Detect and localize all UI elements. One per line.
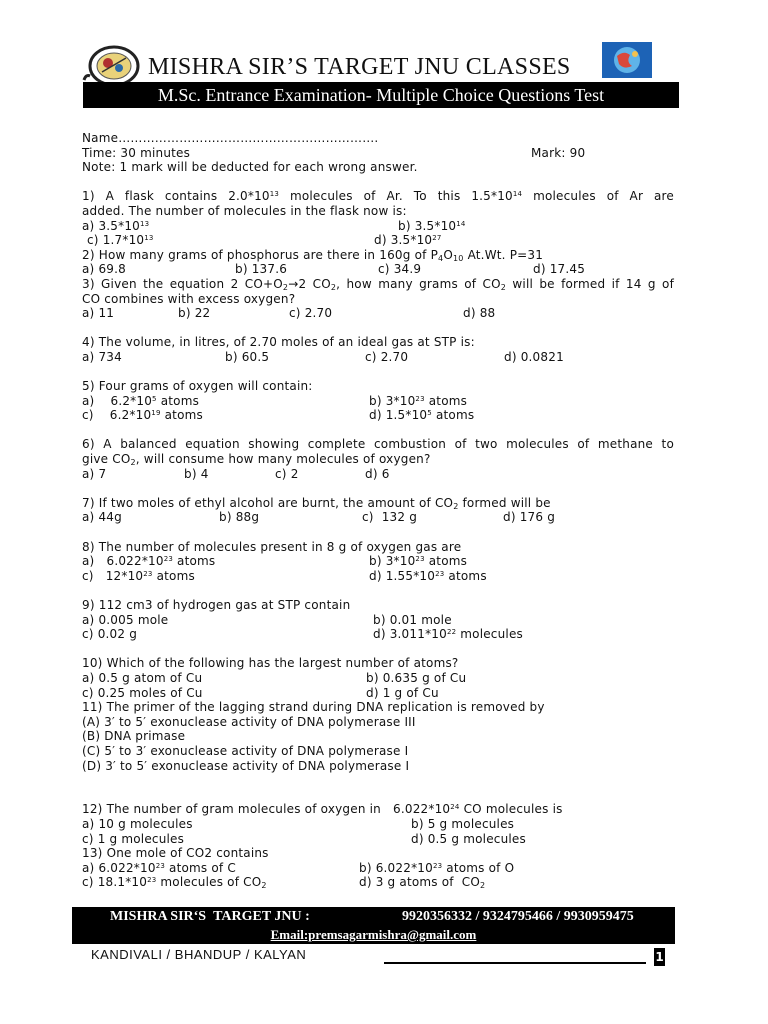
- option-d: d) $1.5*10^5$ atoms: [369, 408, 475, 423]
- option-c: c) $6.2*10^{19}$ atoms: [82, 408, 203, 423]
- question-2-text: 2) How many grams of phosphorus are there in 160g of $P_4O_{10}$ At.Wt. P=31: [82, 247, 544, 263]
- option-c: c) 132 g: [362, 510, 418, 525]
- question-10-options-cd: [82, 686, 674, 701]
- info-note: [82, 160, 674, 175]
- option-d: d) 88: [463, 306, 496, 321]
- option-d: d) 3 g atoms of $CO_2$: [359, 875, 486, 891]
- question-11-text: 11) The primer of the lagging strand during DNA replication is removed by: [82, 700, 545, 715]
- question-12-options-cd: [82, 832, 674, 847]
- option-b: b) $3.5*10^{14}$: [398, 218, 466, 233]
- option-b: b) $6.022*10^{23}$ atoms of O: [359, 860, 515, 875]
- option-d: d) 0.5 g molecules: [411, 831, 526, 846]
- option-c: c) 2: [275, 466, 299, 481]
- time-label: Time: 30 minutes: [82, 145, 191, 160]
- page-title: MISHRA SIR’S TARGET JNU CLASSES: [148, 54, 571, 80]
- option-c: c) $12*10^{23}$ atoms: [82, 568, 195, 583]
- info-time-mark: [82, 146, 674, 161]
- option-d: d) 176 g: [503, 510, 556, 525]
- option-c: c) 2.70: [289, 306, 333, 321]
- question-5-text: 5) Four grams of oxygen will contain:: [82, 379, 313, 394]
- question-10-text: 10) Which of the following has the largest number of atoms?: [82, 656, 459, 671]
- question-8-options-ab: [82, 554, 674, 569]
- option-c: c) 2.70: [365, 349, 409, 364]
- question-3-text: 3) Given the equation 2 $CO+O_2\to 2$ $CO_2$, how many grams of $CO_2$ will be formed if 14 g of: [82, 276, 675, 292]
- option-a: a) 0.5 g atom of Cu: [82, 670, 203, 685]
- option-b: b) 4: [184, 466, 209, 481]
- footer-email-row: [72, 927, 675, 943]
- question-13-options-ab: [82, 861, 674, 876]
- option-b: b) 88g: [219, 510, 260, 525]
- option-a: a) 69.8: [82, 262, 126, 277]
- page-number: 1: [655, 950, 664, 964]
- option-d: d) 0.0821: [504, 349, 564, 364]
- question-3-options: [82, 306, 674, 321]
- option-a: a) 44g: [82, 510, 122, 525]
- footer-phones: 9920356332 / 9324795466 / 9930959475: [402, 909, 634, 924]
- question-6-options: [82, 467, 674, 482]
- option-b: b) $3*10^{23}$ atoms: [369, 554, 468, 569]
- question-12-options-ab: [82, 817, 674, 832]
- note-text: Note: 1 mark will be deducted for each wrong answer.: [82, 160, 418, 175]
- footer-email[interactable]: Email:premsagarmishra@gmail.com: [270, 927, 477, 942]
- question-1-options-cd: [82, 233, 674, 248]
- question-8-options-cd: [82, 569, 674, 584]
- question-9-options-ab: [82, 613, 674, 628]
- option-a: a) 7: [82, 466, 107, 481]
- question-6-text: 6) A balanced equation showing complete combustion of two molecules of methane to: [82, 437, 674, 452]
- globe-emblem-icon: [602, 42, 652, 78]
- question-13-text: 13) One mole of CO2 contains: [82, 846, 269, 861]
- option-c: c) 0.25 moles of Cu: [82, 685, 203, 700]
- footer-bar: [72, 907, 675, 944]
- question-11-option-a: (A) 3′ to 5′ exonuclease activity of DNA polymerase III: [82, 714, 416, 729]
- question-sheet: [82, 131, 674, 890]
- subtitle-bar: M.Sc. Entrance Examination- Multiple Choice Questions Test: [83, 82, 679, 108]
- option-c: c) $18.1*10^{23}$ molecules of $CO_2$: [82, 875, 267, 891]
- question-8-text: 8) The number of molecules present in 8 g of oxygen gas are: [82, 539, 462, 554]
- option-a: a) 0.005 mole: [82, 612, 169, 627]
- question-1-text-cont: added. The number of molecules in the flask now is:: [82, 203, 407, 218]
- option-d: d) $3.5*10^{27}$: [374, 233, 442, 248]
- question-13-options-cd: [82, 875, 674, 890]
- info-name: [82, 131, 674, 146]
- question-4-text: 4) The volume, in litres, of 2.70 moles of an ideal gas at STP is:: [82, 335, 475, 350]
- option-b: b) 22: [178, 306, 211, 321]
- footer-divider: [384, 962, 646, 964]
- footer-institute: MISHRA SIR‘S TARGET JNU :: [110, 909, 310, 924]
- option-d: d) $1.55*10^{23}$ atoms: [369, 568, 487, 583]
- option-c: c) 34.9: [378, 262, 422, 277]
- option-a: a) $6.2*10^5$ atoms: [82, 393, 200, 408]
- question-1-options-ab: [82, 219, 674, 234]
- option-a: a) 11: [82, 306, 115, 321]
- option-a: a) 10 g molecules: [82, 816, 193, 831]
- option-a: a) $6.022*10^{23}$ atoms: [82, 554, 216, 569]
- option-d: d) 6: [365, 466, 390, 481]
- question-3-text-cont: CO combines with excess oxygen?: [82, 291, 296, 306]
- question-7-options: [82, 510, 674, 525]
- footer-locations: KANDIVALI / BHANDUP / KALYAN: [91, 947, 307, 962]
- option-b: b) $3*10^{23}$ atoms: [369, 393, 468, 408]
- question-5-options-ab: [82, 394, 674, 409]
- option-a: a) $6.022*10^{23}$ atoms of C: [82, 860, 236, 875]
- option-d: d) $3.011*10^{22}$ molecules: [373, 627, 523, 642]
- option-b: b) 5 g molecules: [411, 816, 515, 831]
- option-b: b) 0.635 g of Cu: [366, 670, 467, 685]
- question-2-options: [82, 262, 674, 277]
- question-11-option-b: (B) DNA primase: [82, 729, 186, 744]
- option-c: c) 1 g molecules: [82, 831, 185, 846]
- option-b: b) 0.01 mole: [373, 612, 452, 627]
- question-10-options-ab: [82, 671, 674, 686]
- question-6-text-cont: give $CO_2$, will consume how many molecules of oxygen?: [82, 452, 431, 468]
- question-9-options-cd: [82, 627, 674, 642]
- question-12-text: 12) The number of gram molecules of oxygen in $6.022*10^{24}$ CO molecules is: [82, 802, 563, 817]
- question-11-option-d: (D) 3′ to 5′ exonuclease activity of DNA polymerase I: [82, 758, 410, 773]
- name-field-label: Name……………………………………………………….: [82, 131, 379, 145]
- option-b: b) 60.5: [225, 349, 270, 364]
- option-a: a) 734: [82, 349, 122, 364]
- question-1-text: 1) A flask contains $2.0*10^{13}$ molecules of Ar. To this $1.5*10^{14}$ molecules of Ar are: [82, 189, 674, 204]
- question-4-options: [82, 350, 674, 365]
- question-7-text: 7) If two moles of ethyl alcohol are burnt, the amount of $CO_2$ formed will be: [82, 495, 551, 511]
- option-d: d) 17.45: [533, 262, 586, 277]
- option-b: b) 137.6: [235, 262, 288, 277]
- mark-label: Mark: 90: [531, 145, 586, 160]
- option-a: a) $3.5*10^{13}$: [82, 218, 150, 233]
- option-d: d) 1 g of Cu: [366, 685, 439, 700]
- question-11-option-c: (C) 5′ to 3′ exonuclease activity of DNA polymerase I: [82, 743, 409, 758]
- option-c: c) $1.7*10^{13}$: [87, 233, 154, 248]
- option-c: c) 0.02 g: [82, 627, 138, 642]
- question-9-text: 9) 112 cm3 of hydrogen gas at STP contain: [82, 598, 351, 612]
- question-5-options-cd: [82, 408, 674, 423]
